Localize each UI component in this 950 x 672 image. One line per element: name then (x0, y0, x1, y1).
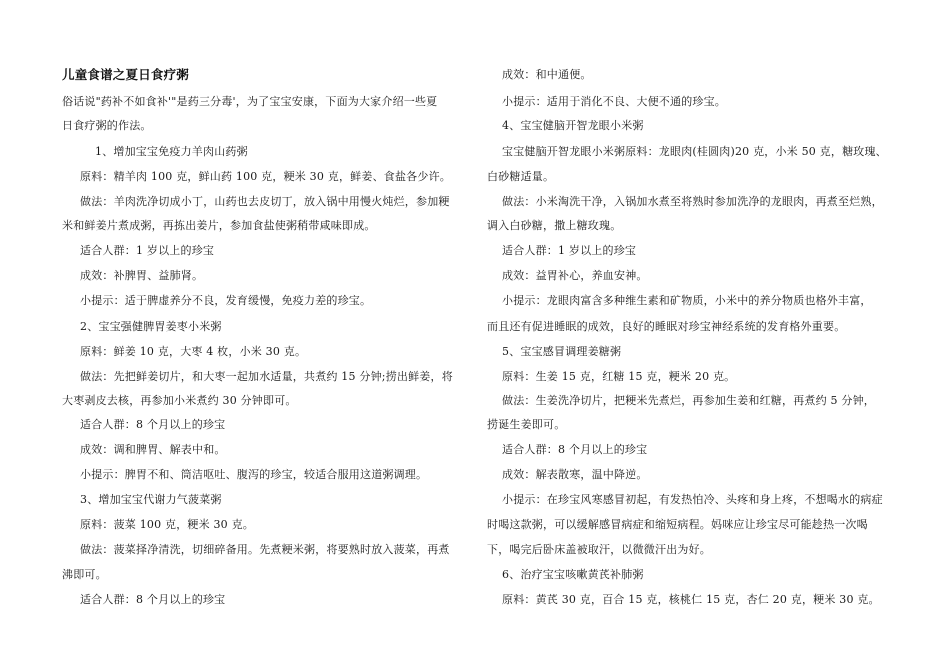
section-heading: 5、宝宝感冒调理姜糖粥 (502, 345, 622, 358)
paragraph-line: 白砂糖适量。 (487, 170, 555, 183)
paragraph-line: 时喝这款粥，可以缓解感冒病症和缩短病程。妈咪应让珍宝尽可能趁热一次喝 (487, 518, 868, 531)
paragraph-line: 做法：先把鲜姜切片，和大枣一起加水适量，共煮约 15 分钟;捞出鲜姜，将 (80, 370, 453, 383)
paragraph-line: 适合人群：1 岁以上的珍宝 (502, 244, 637, 257)
paragraph-line: 做法：生姜洗净切片，把粳米先煮烂，再参加生姜和红糖，再煮约 5 分钟， (502, 394, 875, 407)
paragraph-line: 捞诞生姜即可。 (487, 418, 566, 431)
paragraph-line: 做法：菠菜择净清洗，切细碎备用。先煮粳米粥，将要熟时放入菠菜，再煮 (80, 543, 450, 556)
paragraph-line: 原料：黄芪 30 克，百合 15 克，核桃仁 15 克，杏仁 20 克，粳米 30 克。 (502, 593, 880, 606)
paragraph-line: 适合人群：1 岁以上的珍宝 (80, 244, 215, 257)
paragraph-line: 成效：益胃补心，养血安神。 (502, 269, 648, 282)
section-heading: 6、治疗宝宝咳嗽黄芪补肺粥 (502, 568, 644, 581)
paragraph-line: 小提示：在珍宝风寒感冒初起，有发热怕冷、头疼和身上疼，不想喝水的病症 (502, 493, 883, 506)
paragraph-line: 大枣剥皮去核，再参加小米煮约 30 分钟即可。 (62, 394, 297, 407)
section-heading: 1、增加宝宝免疫力羊肉山药粥 (95, 145, 248, 158)
paragraph-line: 俗话说"药补不如食补'"是药三分毒'，为了宝宝安康，下面为大家介绍一些夏 (62, 95, 438, 108)
section-heading: 3、增加宝宝代谢力气菠菜粥 (80, 493, 222, 506)
paragraph-line: 小提示：适用于消化不良、大便不通的珍宝。 (502, 95, 726, 108)
paragraph-line: 成效：调和脾胃、解表中和。 (80, 443, 226, 456)
paragraph-line: 原料：鲜姜 10 克，大枣 4 枚，小米 30 克。 (80, 345, 307, 358)
paragraph-line: 成效：补脾胃、益肺肾。 (80, 269, 204, 282)
paragraph-line: 做法：小米淘洗干净，入锅加水煮至将熟时参加洗净的龙眼肉，再煮至烂熟， (502, 195, 883, 208)
document-title: 儿童食谱之夏日食疗粥 (62, 67, 190, 82)
paragraph-line: 适合人群：8 个月以上的珍宝 (80, 418, 226, 431)
paragraph-line: 适合人群：8 个月以上的珍宝 (80, 593, 226, 606)
paragraph-line: 调入白砂糖，撒上糖玫瑰。 (487, 219, 622, 232)
section-heading: 2、宝宝强健脾胃姜枣小米粥 (80, 320, 222, 333)
paragraph-line: 原料：生姜 15 克，红糖 15 克，粳米 20 克。 (502, 370, 736, 383)
paragraph-line: 宝宝健脑开智龙眼小米粥原料：龙眼肉(桂圆肉)20 克，小米 50 克，糖玫瑰、 (502, 145, 887, 158)
paragraph-line: 日食疗粥的作法。 (62, 119, 152, 132)
paragraph-line: 成效：和中通便。 (502, 68, 592, 81)
paragraph-line: 做法：羊肉洗净切成小丁，山药也去皮切丁，放入锅中用慢火炖烂，参加粳 (80, 195, 450, 208)
paragraph-line: 而且还有促进睡眠的成效，良好的睡眠对珍宝神经系统的发育格外重要。 (487, 320, 846, 333)
section-heading: 4、宝宝健脑开智龙眼小米粥 (502, 119, 644, 132)
paragraph-line: 原料：菠菜 100 克，粳米 30 克。 (80, 518, 254, 531)
paragraph-line: 下，喝完后卧床盖被取汗，以微微汗出为好。 (487, 543, 711, 556)
paragraph-line: 沸即可。 (62, 568, 107, 581)
paragraph-line: 小提示：适于脾虚养分不良，发育缓慢，免疫力差的珍宝。 (80, 294, 372, 307)
paragraph-line: 适合人群：8 个月以上的珍宝 (502, 443, 648, 456)
paragraph-line: 小提示：龙眼肉富含多种维生素和矿物质，小米中的养分物质也格外丰富， (502, 294, 872, 307)
paragraph-line: 成效：解表散寒，温中降逆。 (502, 468, 648, 481)
paragraph-line: 原料：精羊肉 100 克，鲜山药 100 克，粳米 30 克，鲜姜、食盐各少许。 (80, 170, 451, 183)
paragraph-line: 米和鲜姜片煮成粥，再拣出姜片，参加食盐使粥稍带咸味即成。 (62, 219, 376, 232)
paragraph-line: 小提示：脾胃不和、筒洁呕吐、腹泻的珍宝，较适合服用这道粥调理。 (80, 468, 428, 481)
